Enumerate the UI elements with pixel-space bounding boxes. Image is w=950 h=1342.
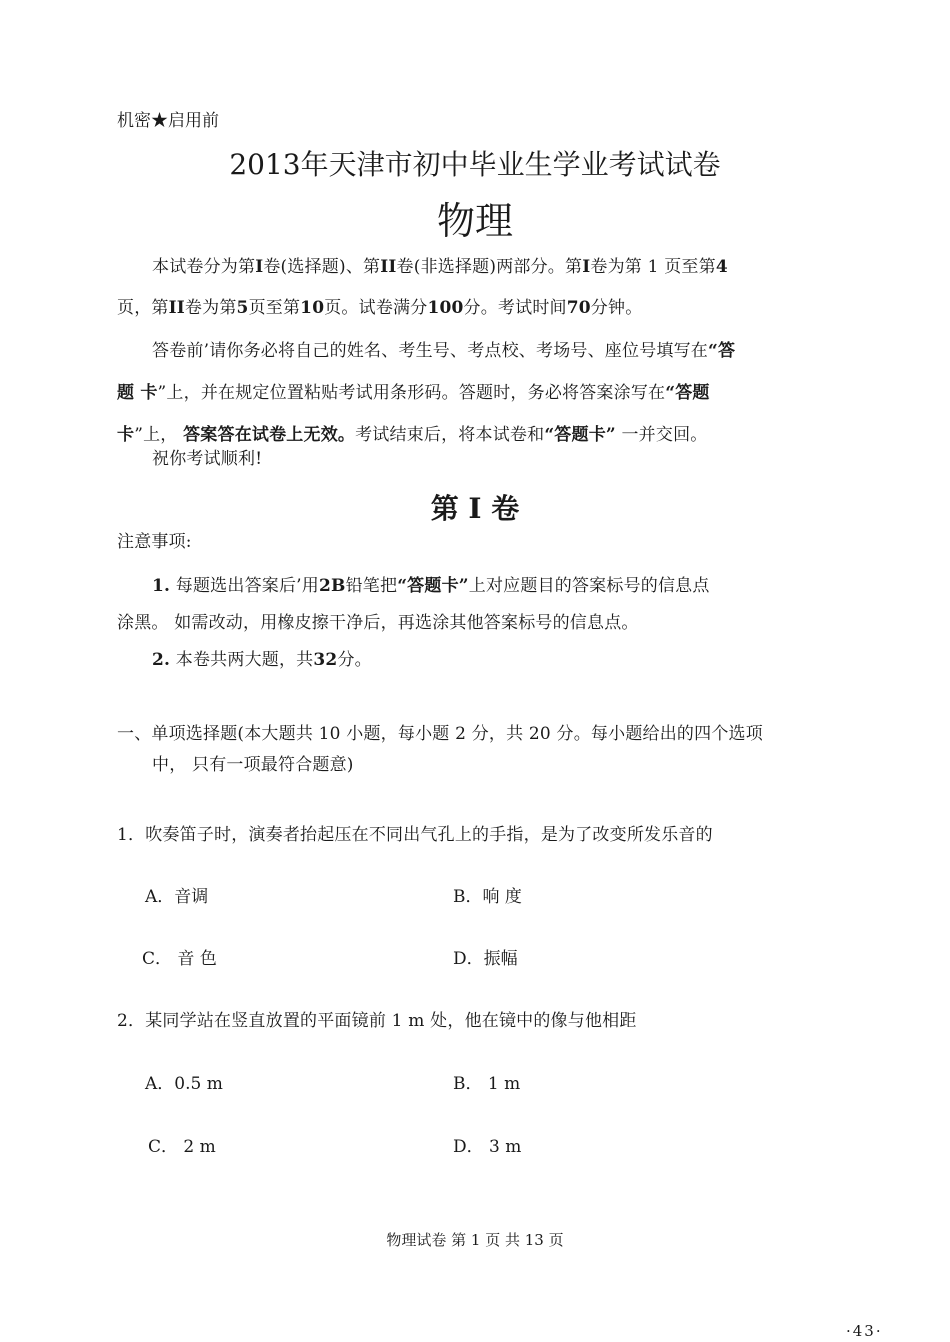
note-1-line-1: 1. 每题选出答案后’用2B铅笔把“答题卡”上对应题目的答案标号的信息点 [152,576,710,596]
intro-paragraph-1-line-1: 本试卷分为第I卷(选择题)、第II卷(非选择题)两部分。第I卷为第 1 页至第4 [152,257,728,277]
question-2-option-d[interactable]: D． 3 m [453,1137,522,1157]
page-footer: 物理试卷 第 1 页 共 13 页 [386,1231,564,1249]
section-1-heading-line-2: 中， 只有一项最符合题意) [152,755,354,775]
intro-paragraph-1-line-2: 页，第II卷为第5页至第10页。试卷满分100分。考试时间70分钟。 [117,298,643,318]
intro-paragraph-2-line-3: 卡”上， 答案答在试卷上无效。考试结束后，将本试卷和“答题卡” 一并交回。 [117,425,708,445]
question-1-option-a[interactable]: A．音调 [145,887,209,907]
question-1-option-d[interactable]: D．振幅 [453,949,518,969]
notes-label: 注意事项: [117,532,192,552]
question-1-option-b[interactable]: B．响 度 [453,887,522,907]
volume-title: 第 I 卷 [430,492,520,525]
page-number: ·43· [846,1322,883,1340]
note-1-line-2: 涂黑。 如需改动，用橡皮擦干净后，再选涂其他答案标号的信息点。 [117,613,639,633]
question-2-option-a[interactable]: A．0.5 m [145,1074,223,1094]
question-2-option-c[interactable]: C． 2 m [148,1137,216,1157]
question-1-option-c[interactable]: C． 音 色 [142,949,217,969]
note-2: 2. 本卷共两大题，共32分。 [152,650,372,670]
good-luck-line: 祝你考试顺利! [152,449,263,469]
confidential-label: 机密★启用前 [117,111,219,131]
question-1-stem: 1．吹奏笛子时，演奏者抬起压在不同出气孔上的手指，是为了改变所发乐音的 [117,825,713,845]
question-2-stem: 2．某同学站在竖直放置的平面镜前 1 m 处，他在镜中的像与他相距 [117,1011,637,1031]
intro-paragraph-2-line-1: 答卷前’请你务必将自己的姓名、考生号、考点校、考场号、座位号填写在“答 [152,341,736,361]
question-2-option-b[interactable]: B． 1 m [453,1074,521,1094]
intro-paragraph-2-line-2: 题 卡”上，并在规定位置粘贴考试用条形码。答题时，务必将答案涂写在“答题 [117,383,710,403]
section-1-heading-line-1: 一、单项选择题(本大题共 10 小题，每小题 2 分，共 20 分。每小题给出的四个选项 [117,724,763,744]
exam-title: 2013年天津市初中毕业生学业考试试卷 [229,148,721,181]
subject-title: 物理 [436,199,513,243]
